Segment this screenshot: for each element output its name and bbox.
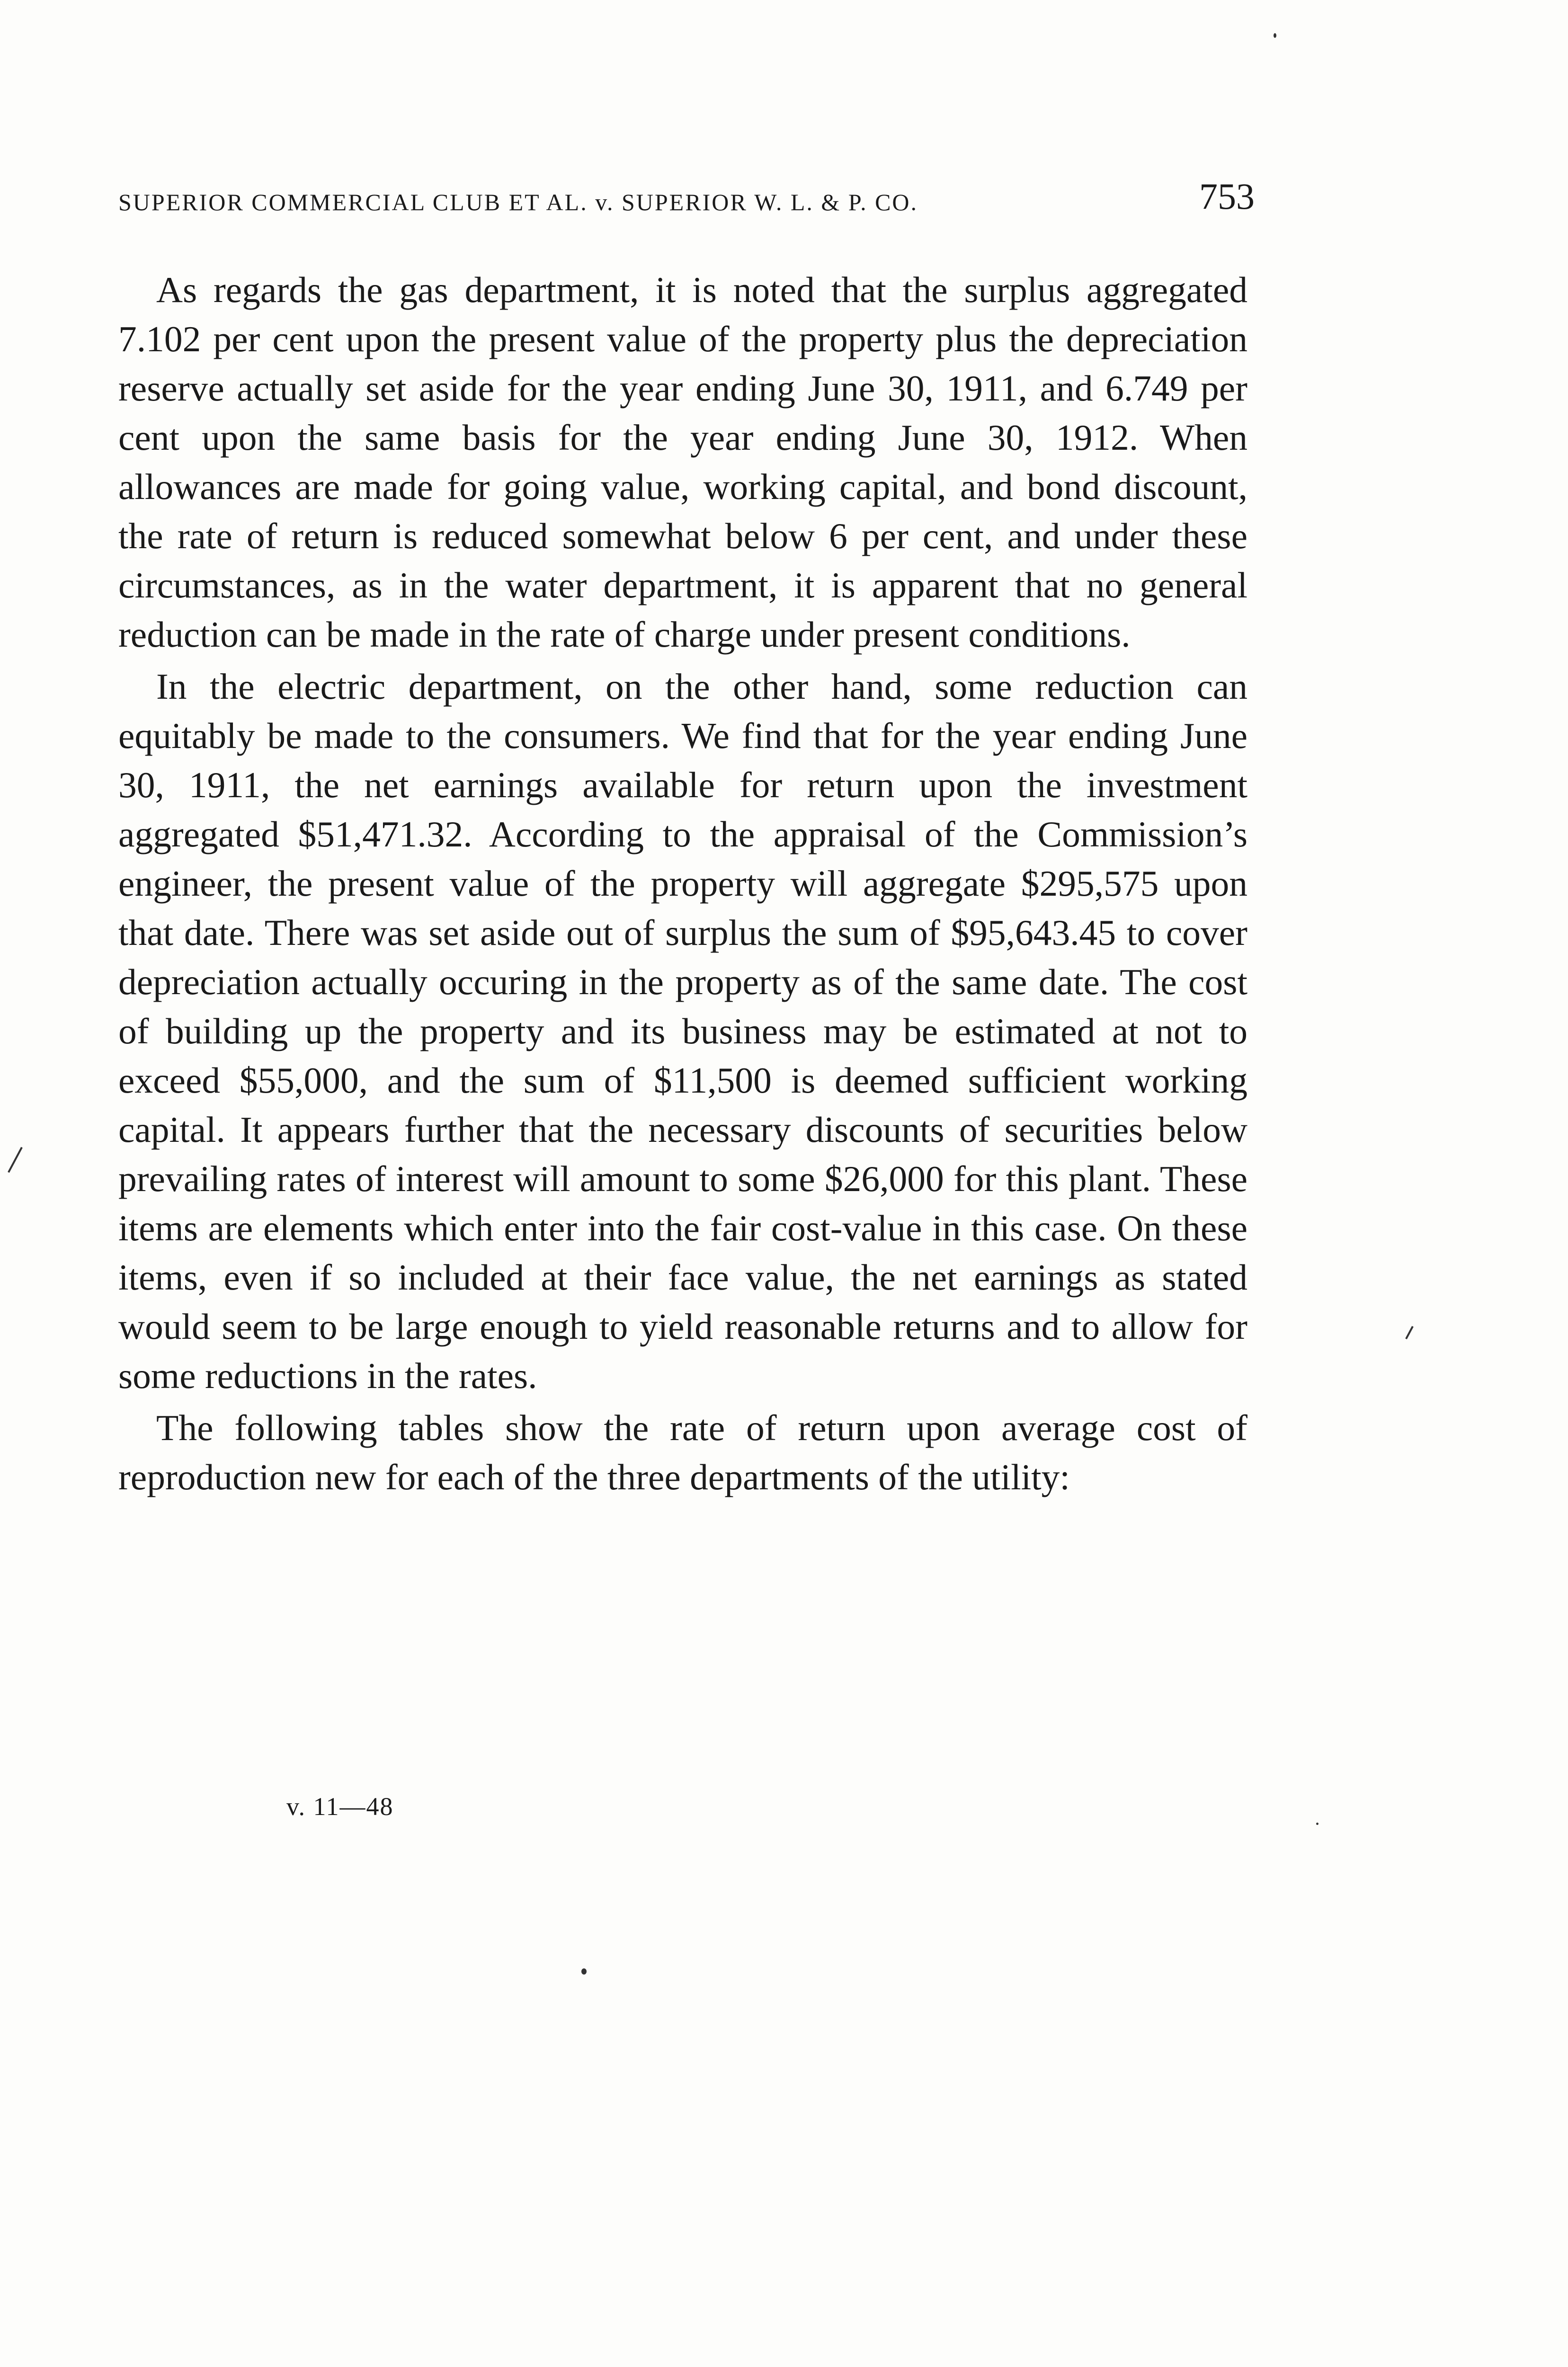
running-title: SUPERIOR COMMERCIAL CLUB ET AL. v. SUPERIOR W. L. & P. CO. (118, 189, 918, 215)
scan-speck (1274, 33, 1276, 38)
running-head (118, 175, 1255, 227)
scan-speck (581, 1968, 587, 1975)
paragraph-tables-intro: The following tables show the rate of return upon average cost of reproduction new for each of the three departments of the utility: (118, 1407, 1247, 1497)
margin-mark (1405, 1326, 1414, 1339)
paragraph-gas-department: As regards the gas department, it is noted that the surplus aggregated 7.102 per cent upon the present value of the property plus the depreciation reserve actually set aside for the year ending June 30, 1911, and 6.749 per cent upon the same basis for the year ending June 30, 1912. When allowances are made for going value, working capital, and bond discount, the rate of return is reduced somewhat below 6 per cent, and under these circumstances, as in the water department, it is apparent that no general reduction can be made in the rate of charge under present conditions. (118, 269, 1247, 655)
page-number: 753 (1199, 176, 1255, 217)
body-text (118, 265, 1247, 1504)
margin-mark (8, 1147, 23, 1173)
signature-mark: v. 11—48 (286, 1792, 394, 1821)
scan-speck (1316, 1823, 1319, 1825)
paragraph-electric-department: In the electric department, on the other hand, some reduction can equitably be made to the consumers. We find that for the year ending June 30, 1911, the net earnings available for return upon the investment aggregated $51,471.32. According to the appraisal of the Commission’s engineer, the present value of the property will aggregate $295,575 upon that date. There was set aside out of surplus the sum of $95,643.45 to cover depreciation actually occuring in the property as of the same date. The cost of building up the property and its business may be estimated at not to exceed $55,000, and the sum of $11,500 is deemed sufficient working capital. It appears further that the necessary discounts of securities below prevailing rates of interest will amount to some $26,000 for this plant. These items are elements which enter into the fair cost-value in this case. On these items, even if so included at their face value, the net earnings as stated would seem to be large enough to yield reasonable returns and to allow for some reductions in the rates. (118, 666, 1247, 1396)
